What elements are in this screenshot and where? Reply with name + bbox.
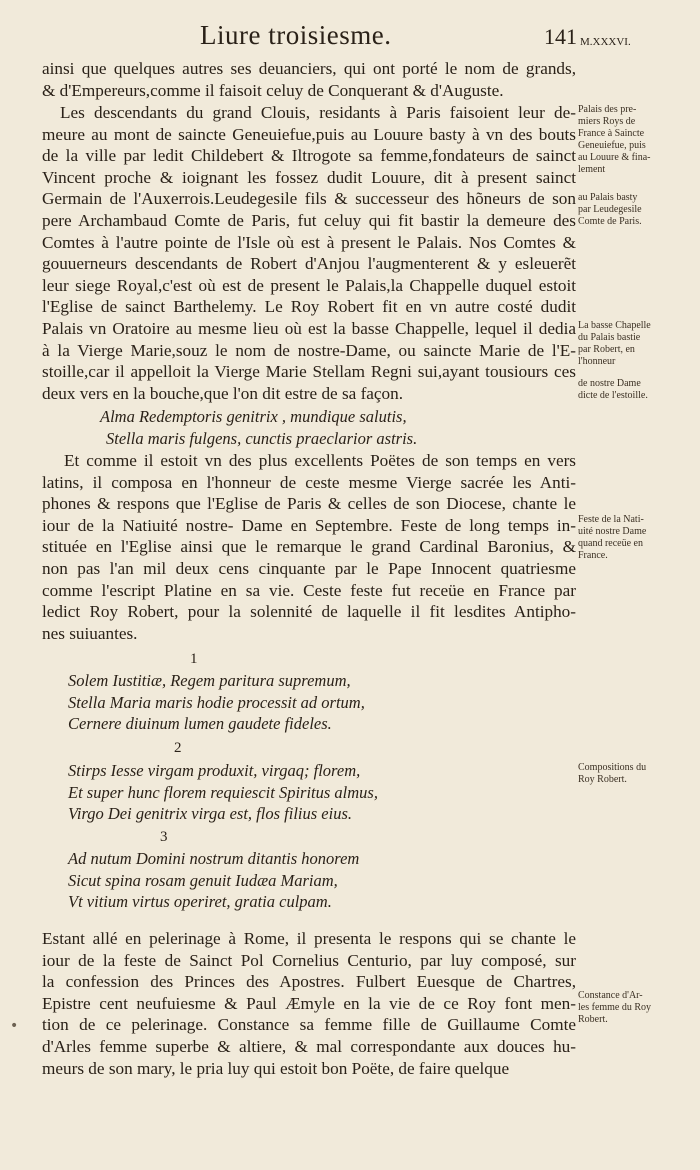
- text-line: nes suiuantes.: [42, 623, 138, 643]
- page-header: [0, 20, 700, 54]
- text-line: l'Eglise de sainct Barthelemy. Le Roy Robert fit en vn autre costé dudit: [42, 297, 576, 317]
- margin-note-chapelle: La basse Chapelle du Palais bastie par Robert, en l'honneur: [578, 320, 651, 367]
- verse-line: Stella maris fulgens, cunctis praeclarior astris.: [106, 428, 418, 448]
- text-line: deux vers en la bouche,que l'on dit estre de sa façon.: [42, 383, 404, 403]
- text-line: Palais vn Oratoire au mesme lieu où est la basse Chappelle, lequel il dedia: [42, 318, 576, 338]
- text-line: leur siege Royal,c'est où est de present le Palais,la Chappelle duquel estoit: [42, 275, 576, 295]
- text-line: d'Arles femme superbe & altiere, & mal correspondante aux douces hu-: [42, 1036, 576, 1056]
- antiphon-2: [68, 760, 378, 825]
- text-line: comme l'escript Platine en sa vie. Ceste feste fut receüe en France par: [42, 580, 576, 600]
- text-line: Et comme il estoit vn des plus excellents Poëtes de son temps en vers: [64, 451, 576, 470]
- text-line: & d'Empereurs,comme il faisoit celuy de Conquerant & d'Auguste.: [42, 80, 504, 100]
- text-line: Epistre cent neufuiesme & Paul Æmyle en la vie de ce Roy font men-: [42, 993, 576, 1013]
- verse-line: Stirps Iesse virgam produxit, virgaq; florem,: [68, 761, 361, 780]
- stanza-number: 2: [174, 740, 182, 756]
- verse-line: Ad nutum Domini nostrum ditantis honorem: [68, 849, 360, 868]
- text-line: iour de la Natiuité nostre- Dame en Septembre. Feste de long temps in-: [42, 515, 576, 535]
- text-line: latins, il composa en l'honneur de ceste mesme Vierge sacrée les Anti-: [42, 472, 576, 492]
- year-marker: M.XXXVI.: [580, 36, 631, 48]
- verse-line: Stella Maria maris hodie processit ad ortum,: [68, 692, 365, 712]
- text-line: Comtes à l'autre pointe de l'Isle où est à present le Palais. Nos Comtes &: [42, 232, 576, 252]
- margin-note-leudegesile: au Palais basty par Leudegesile Comte de Paris.: [578, 192, 642, 227]
- verse-line: Virgo Dei genitrix virga est, flos filius eius.: [68, 804, 352, 823]
- text-line: Les descendants du grand Clouis, residants à Paris faisoient leur de-: [60, 103, 576, 122]
- latin-quote: [100, 406, 417, 449]
- margin-note-constance: Constance d'Ar- les femme du Roy Robert.: [578, 990, 652, 1025]
- text-line: Estant allé en pelerinage à Rome, il presenta le respons qui se chante le: [42, 929, 576, 948]
- verse-line: Alma Redemptoris genitrix , mundique salutis,: [100, 407, 407, 426]
- verse-line: Cernere diuinum lumen gaudete fideles.: [68, 714, 332, 733]
- paragraph-3: [42, 450, 576, 644]
- paragraph-2: [42, 102, 576, 404]
- text-line: de la ville par ledit Childebert & Iltrogote sa femme,fondateurs de sainct: [42, 146, 576, 166]
- text-line: phones & respons que l'Eglise de Paris & celles de son Diocese, chante le: [42, 494, 576, 514]
- text-line: meure au mont de saincte Geneuiefue,puis au Louure basty à vn des bouts: [42, 124, 576, 144]
- text-line: non pas l'an mil deux cens cinquante par le Pape Innocent quatriesme: [42, 558, 576, 578]
- text-line: meurs de son mary, le pria luy qui estoit bon Poëte, de faire quelque: [42, 1058, 510, 1078]
- stanza-number: 3: [160, 829, 168, 845]
- text-line: pere Archambaud Comte de Paris, fut celuy qui fit bastir la demeure des: [42, 210, 576, 230]
- text-line: la confession des Princes des Apostres. Fulbert Euesque de Chartres,: [42, 972, 576, 992]
- page-number: 141: [544, 24, 577, 49]
- text-line: Germain de l'Auxerrois.Leudegesile fils & successeur des hõneurs de son: [42, 189, 576, 209]
- running-title: Liure troisiesme.: [200, 20, 392, 50]
- text-line: ledict Roy Robert, pour la solennité de laquelle il fit lesdites Antipho-: [42, 602, 576, 622]
- paragraph-4: [42, 928, 576, 1079]
- verse-line: Solem Iustitiæ, Regem paritura supremum,: [68, 671, 351, 690]
- text-line: stoille,car il appelloit la Vierge Marie Stellam Regni sui,ayant tousiours ces: [42, 362, 576, 382]
- text-line: Vincent proche & ioignant les fossez dudit Louure, dit à present sainct: [42, 167, 576, 187]
- text-line: ainsi que quelques autres ses deuanciers, qui ont porté le nom de grands,: [42, 59, 576, 78]
- text-line: gouuerneurs descendants de Robert d'Anjou l'augmenterent & y esleuerẽt: [42, 254, 576, 274]
- verse-line: Vt vitium virtus operiret, gratia culpam.: [68, 892, 332, 911]
- margin-note-feste: Feste de la Nati- uité nostre Dame quand receüe en France.: [578, 514, 647, 561]
- margin-note-palais: Palais des pre- miers Roys de France à Saincte Geneuiefue, puis au Louure & fina- lement: [578, 104, 651, 175]
- text-line: stituée en l'Eglise ainsi que le remarque le grand Cardinal Baronius, &: [42, 537, 576, 557]
- margin-note-compositions: Compositions du Roy Robert.: [578, 762, 647, 785]
- antiphon-1: [68, 670, 365, 735]
- verse-line: Sicut spina rosam genuit Iudæa Mariam,: [68, 870, 338, 890]
- stanza-number: 1: [190, 651, 198, 667]
- text-line: à la Vierge Marie,souz le nom de nostre-Dame, ou saincte Marie de l'E-: [42, 340, 576, 360]
- paragraph-1: [42, 58, 576, 101]
- text-line: iour de la feste de Sainct Pol Cornelius Centurio, par luy composé, sur: [42, 950, 576, 970]
- verse-line: Et super hunc florem requiescit Spiritus almus,: [68, 782, 378, 802]
- antiphon-3: [68, 848, 359, 913]
- margin-note-estoille: de nostre Dame dicte de l'estoille.: [578, 378, 648, 401]
- text-line: tion de ce pelerinage. Constance sa femme fille de Guillaume Comte: [42, 1015, 576, 1035]
- edge-mark: •: [10, 1018, 19, 1034]
